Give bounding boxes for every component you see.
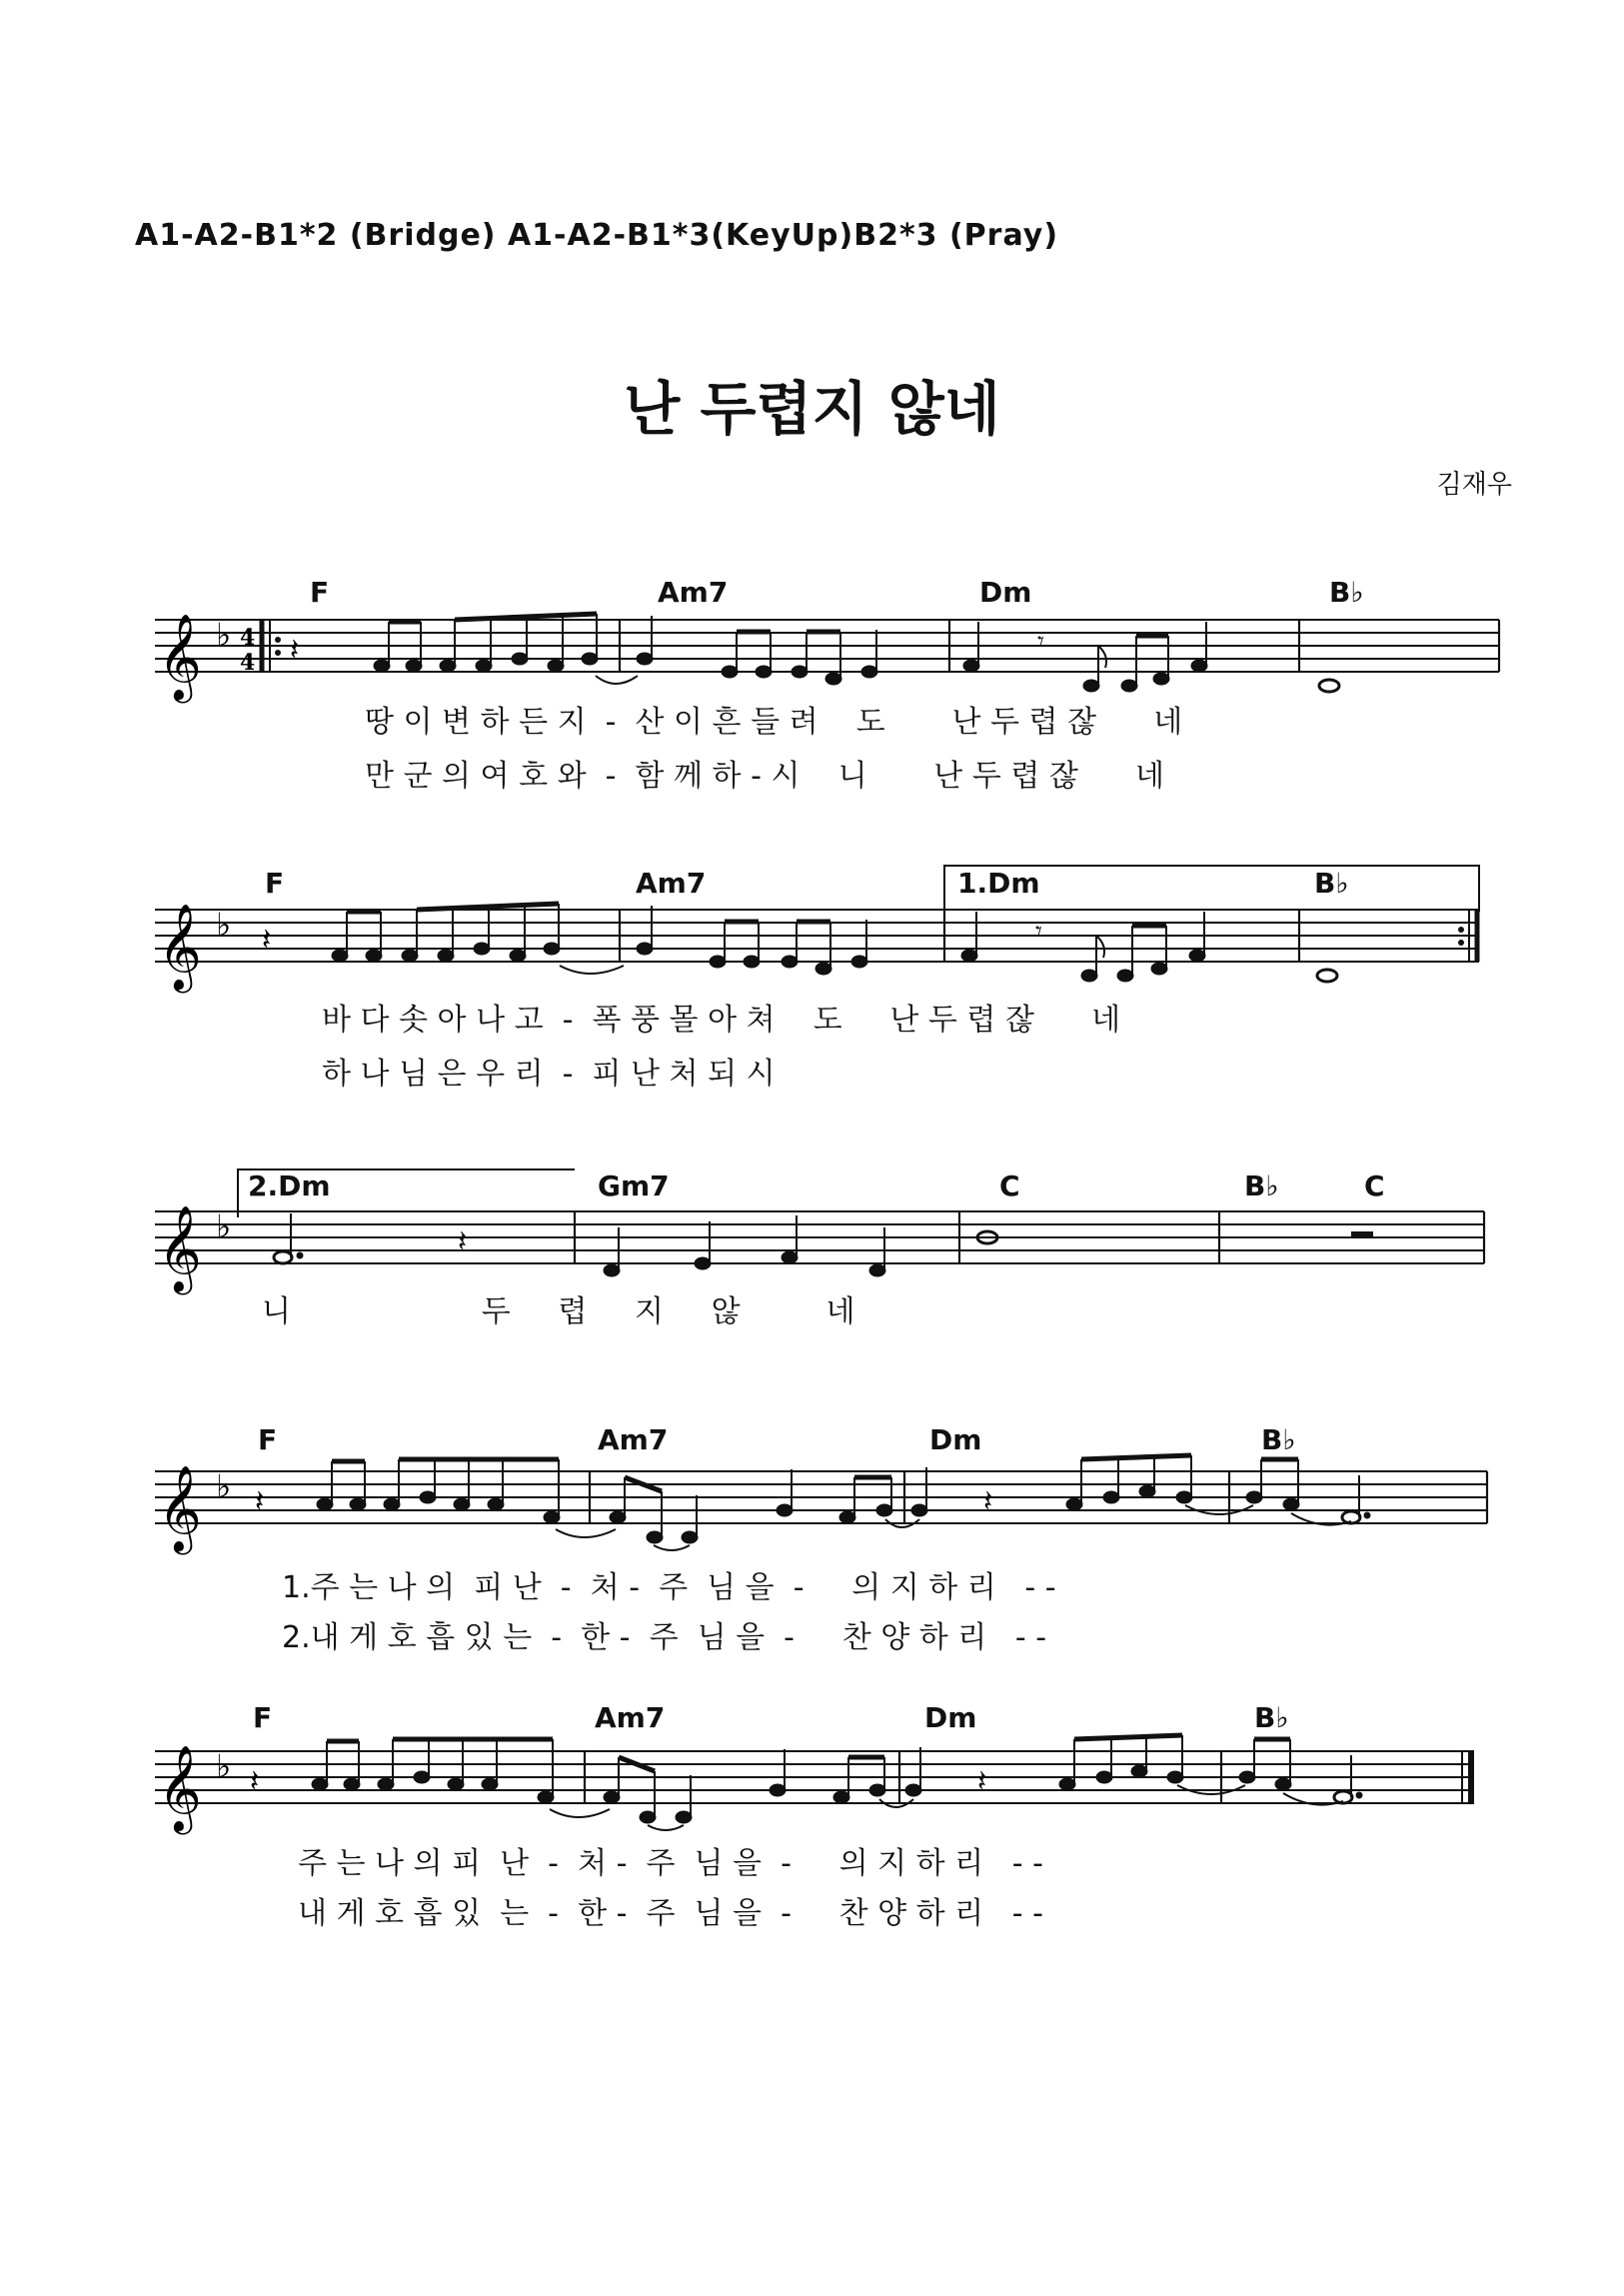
whole-note (1317, 970, 1337, 982)
composer: 김재우 (1436, 470, 1512, 500)
notes-measure-1 (317, 1459, 560, 1523)
staff (155, 620, 1499, 672)
system-4 (155, 1423, 1487, 1655)
lyric-line: 땅 이 변 하 든 지 - 산 이 흔 들 려 도 난 두 렵 잖 네 (365, 705, 1183, 740)
svg-text:𝄽: 𝄽 (458, 1224, 468, 1259)
chord-label: B♭ (1329, 576, 1364, 609)
tie (654, 1545, 690, 1550)
chord-label: C (1364, 1169, 1385, 1202)
flat-icon: ♭ (216, 1747, 232, 1785)
system-3 (155, 1169, 1484, 1329)
chord-label: Am7 (595, 1701, 666, 1734)
svg-text:𝄾: 𝄾 (1035, 917, 1042, 947)
notes-measure-4 (1239, 1739, 1362, 1803)
notes-measure-4 (1246, 1459, 1370, 1523)
chord-label: F (253, 1701, 273, 1734)
treble-clef-icon: 𝄞 (158, 1745, 202, 1831)
lyric-line: 만 군 의 여 호 와 - 함 께 하 - 시 니 난 두 렵 잖 네 (365, 759, 1165, 794)
treble-clef-icon: 𝄞 (158, 1465, 202, 1551)
chord-label: B♭ (1314, 867, 1349, 900)
svg-text:𝄽: 𝄽 (977, 1764, 987, 1799)
notes-measure-2 (604, 1749, 885, 1823)
tie (596, 676, 638, 684)
chord-label: Gm7 (598, 1169, 670, 1202)
lyric-line: 주 는 나 의 피 난 - 처 - 주 님 을 - 의 지 하 리 - - (298, 1846, 1043, 1881)
chord-label: B♭ (1261, 1423, 1296, 1456)
lyric-line: 바 다 솟 아 나 고 - 폭 풍 몰 아 쳐 도 난 두 렵 잖 네 (322, 1003, 1121, 1038)
notes-measure-2 (610, 1469, 892, 1543)
staff (155, 1751, 1474, 1803)
quarter-rest-icon: 𝄽 (250, 1764, 260, 1799)
form-order: A1-A2-B1*2 (Bridge) A1-A2-B1*3(KeyUp)B2*3 (Pray) (135, 218, 1059, 253)
chord-label: B♭ (1254, 1701, 1289, 1734)
quarter-rest-icon: 𝄽 (262, 923, 272, 958)
staff (155, 1211, 1484, 1263)
treble-clef-icon: 𝄞 (158, 904, 202, 990)
lyric-line: 2.내 게 호 흡 있 는 - 한 - 주 님 을 - 찬 양 하 리 - - (282, 1620, 1047, 1655)
chord-label: Am7 (636, 867, 707, 900)
system-5 (155, 1701, 1474, 1931)
lyric-line: 내 게 호 흡 있 는 - 한 - 주 님 을 - 찬 양 하 리 - - (298, 1896, 1043, 1931)
notes-measure-2 (637, 616, 877, 685)
notes-measure-2 (637, 906, 867, 975)
chord-label: 2.Dm (248, 1169, 331, 1202)
staff (155, 910, 1479, 962)
tie (550, 1809, 610, 1817)
chord-label: 1.Dm (957, 867, 1040, 900)
chord-label: Am7 (598, 1423, 669, 1456)
notes-measure-1 (312, 1739, 554, 1803)
time-signature-top: 4 (240, 625, 256, 651)
quarter-rest-icon: 𝄽 (255, 1484, 265, 1519)
flat-icon: ♭ (216, 1207, 232, 1245)
treble-clef-icon: 𝄞 (158, 1205, 202, 1291)
notes-measure-1 (332, 904, 560, 962)
chord-label: Dm (929, 1423, 982, 1456)
quarter-rest-icon: 𝄽 (290, 633, 300, 668)
tie (556, 1529, 616, 1537)
svg-text:𝄽: 𝄽 (983, 1484, 993, 1519)
lyric-line: 1.주 는 나 의 피 난 - 처 - 주 님 을 - 의 지 하 리 - - (282, 1570, 1056, 1605)
staff (155, 1471, 1487, 1523)
chord-label: F (258, 1423, 278, 1456)
system-1 (155, 576, 1499, 794)
chord-label: C (999, 1169, 1020, 1202)
chord-label: F (265, 867, 285, 900)
lyric-line: 니 두 렵 지 않 네 (262, 1294, 855, 1329)
treble-clef-icon: 𝄞 (158, 614, 202, 700)
whole-rest-icon (1351, 1231, 1373, 1238)
whole-note (1319, 680, 1339, 692)
svg-text:𝄾: 𝄾 (1037, 627, 1044, 657)
flat-icon: ♭ (216, 1467, 232, 1505)
chord-label: Dm (924, 1701, 977, 1734)
tie (560, 966, 624, 974)
tie (648, 1825, 684, 1830)
notes-measure-1 (374, 614, 598, 672)
song-title: 난 두렵지 않네 (624, 375, 1000, 443)
time-signature-bottom: 4 (240, 650, 256, 676)
flat-icon: ♭ (216, 906, 232, 944)
chord-label: Dm (979, 576, 1032, 609)
flat-icon: ♭ (216, 616, 232, 654)
lyric-line: 하 나 님 은 우 리 - 피 난 처 되 시 (322, 1057, 776, 1092)
chord-label: F (310, 576, 330, 609)
chord-label: B♭ (1244, 1169, 1279, 1202)
system-2 (155, 866, 1479, 1092)
chord-label: Am7 (658, 576, 729, 609)
